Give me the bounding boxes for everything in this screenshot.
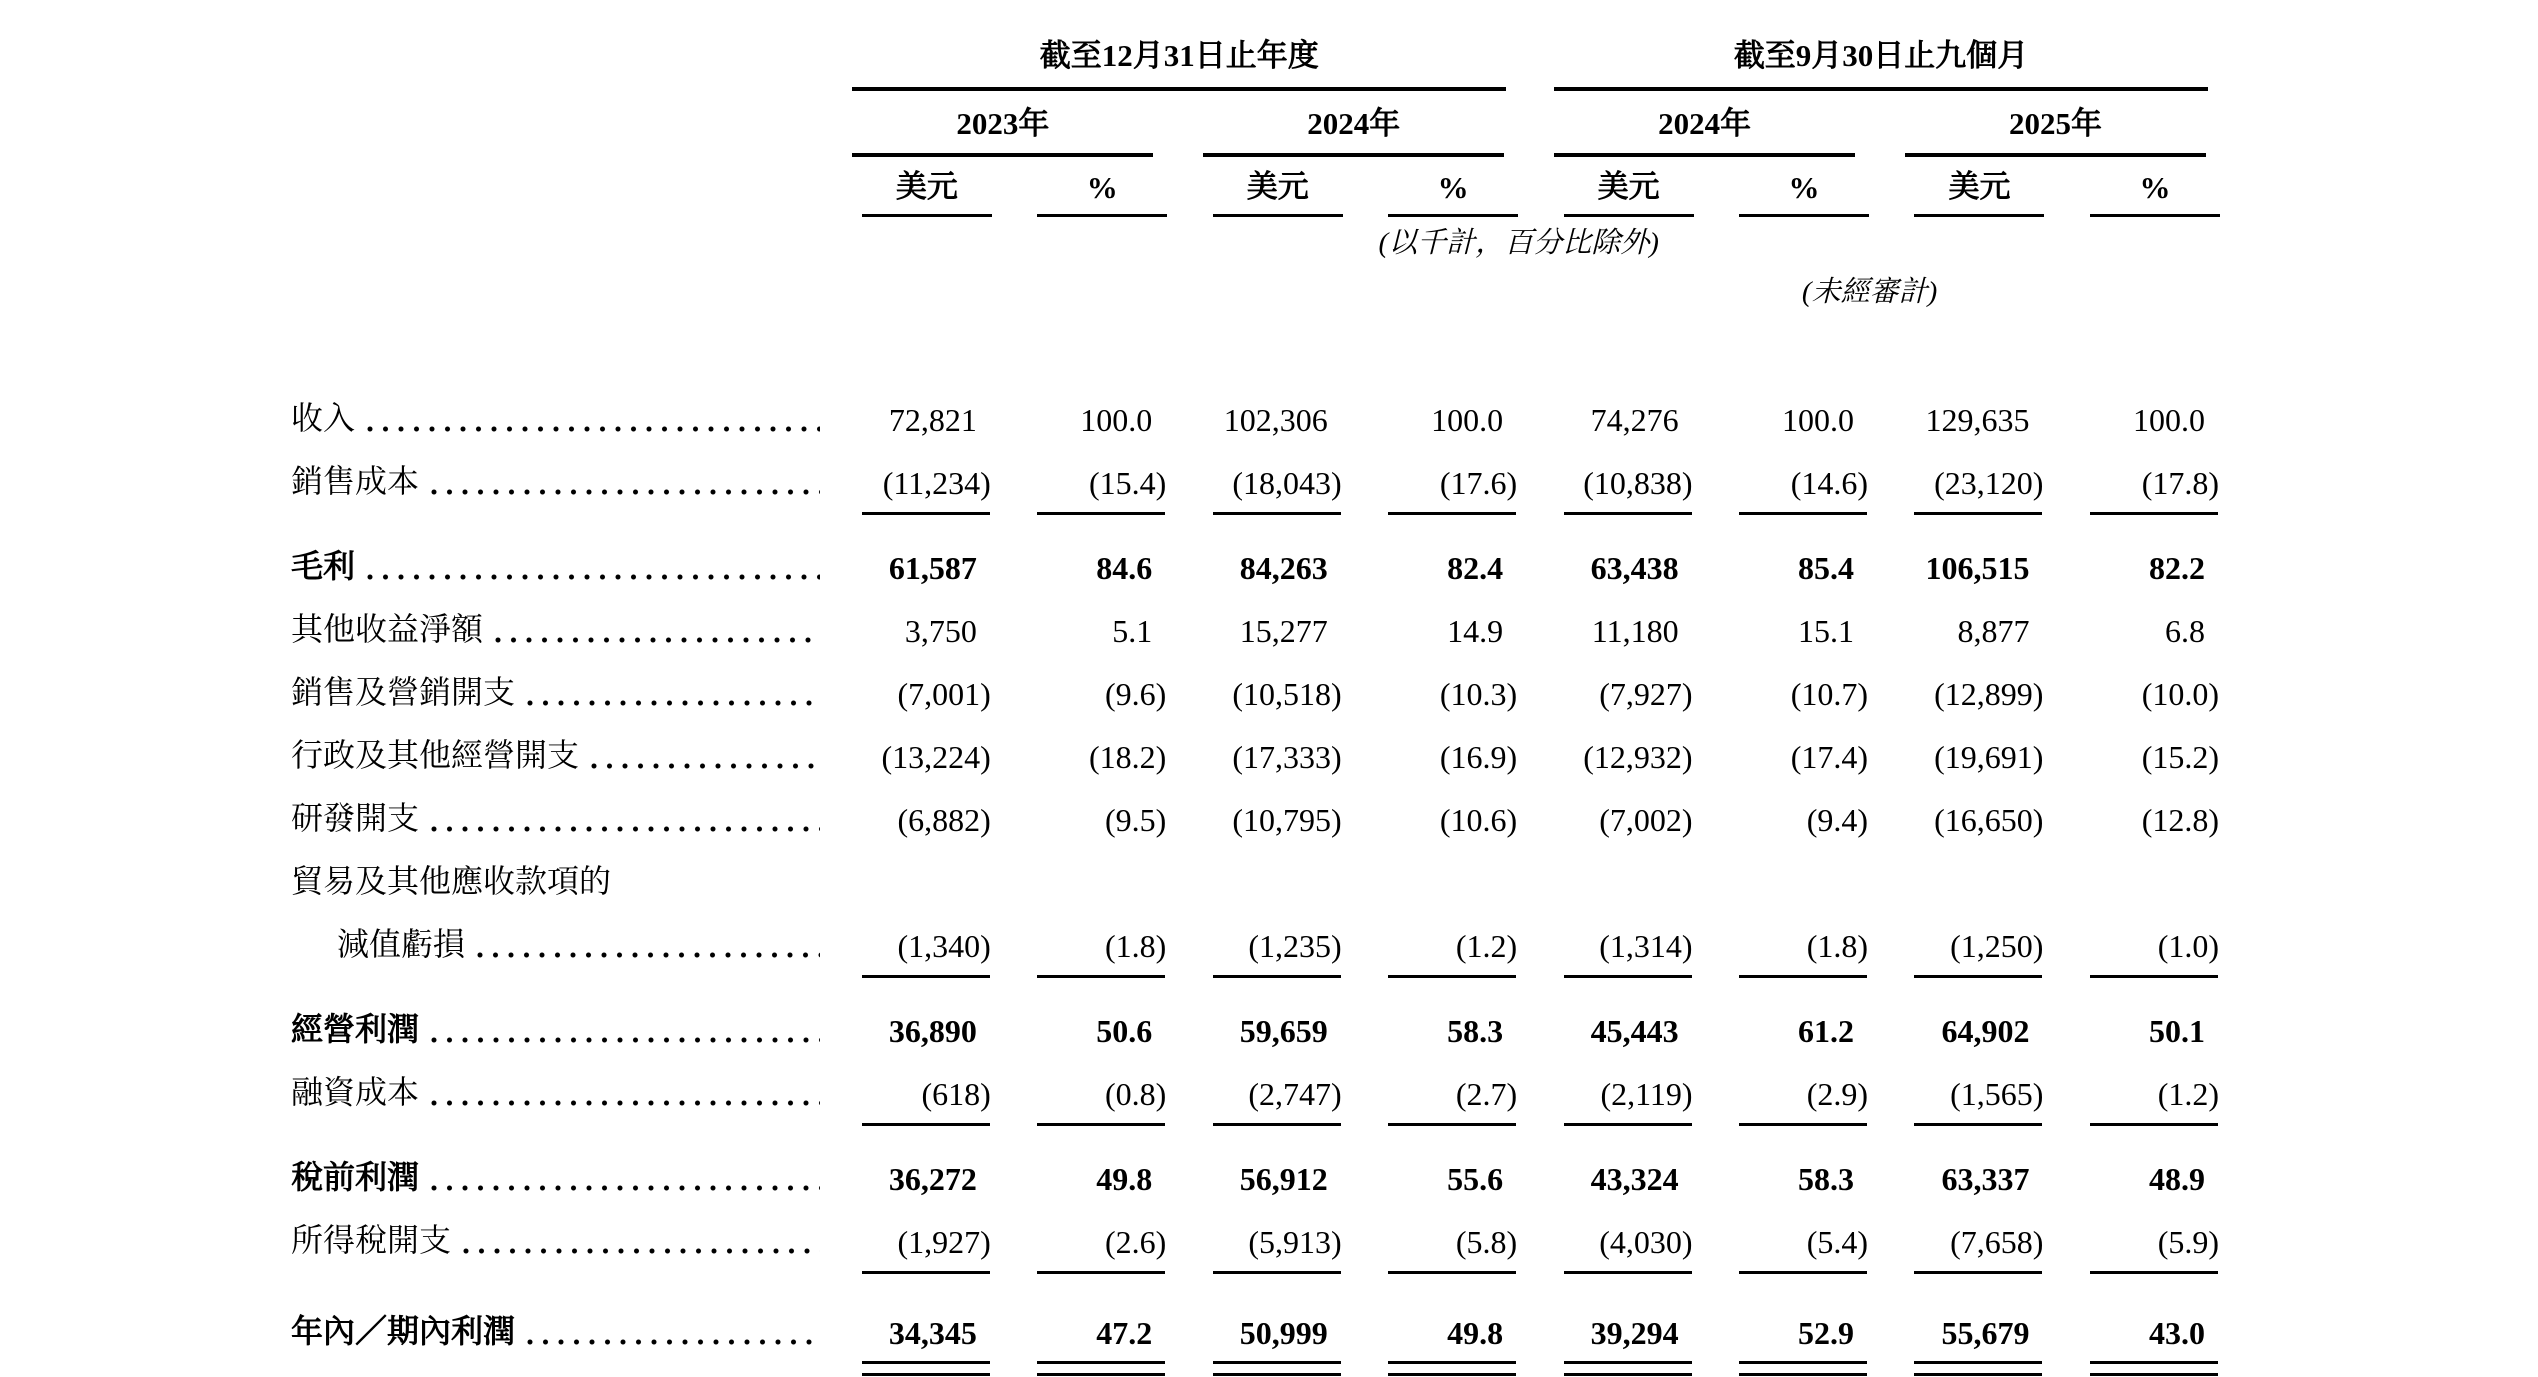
value-cell: (17.8) — [2141, 465, 2219, 501]
value-cell: 102,306 — [1223, 402, 1328, 438]
row-label: 收入 — [291, 400, 356, 436]
value-cell: 48.9 — [2149, 1161, 2205, 1197]
table-row — [290, 904, 2235, 967]
year-label: 2024年 — [1658, 106, 1752, 141]
rule-row — [290, 1115, 2235, 1133]
unit-label: 美元 — [1246, 169, 1309, 204]
value-cell: 49.8 — [1096, 1161, 1153, 1197]
unit-header-row — [290, 158, 2235, 218]
value-cell: (12,932) — [1583, 739, 1693, 775]
single-rule — [2090, 975, 2218, 978]
row-label: 銷售成本 — [291, 463, 420, 499]
row-label: 研發開支 — [291, 800, 420, 836]
value-cell: 72,821 — [888, 402, 977, 438]
table-row — [290, 715, 2235, 778]
value-cell: 63,337 — [1941, 1161, 2030, 1197]
dot-leader — [431, 826, 820, 832]
unit-header-percent — [1388, 170, 1518, 217]
value-cell: 58.3 — [1447, 1013, 1504, 1049]
scale-note: (以千計，百分比除外) — [1378, 226, 1659, 259]
period-group-year-ended — [852, 30, 1506, 91]
double-rule — [1564, 1361, 1692, 1376]
value-cell: (12.8) — [2141, 802, 2219, 838]
value-cell: (1.8) — [1806, 928, 1869, 964]
value-cell: (9.6) — [1104, 676, 1167, 712]
row-label: 經營利潤 — [291, 1011, 420, 1047]
value-cell: (19,691) — [1934, 739, 2044, 775]
dot-leader — [367, 574, 820, 580]
year-label: 2024年 — [1307, 106, 1401, 141]
value-cell: 64,902 — [1941, 1013, 2030, 1049]
value-cell: (10,518) — [1232, 676, 1342, 712]
value-cell: 47.2 — [1096, 1315, 1153, 1351]
value-cell: (4,030) — [1599, 1224, 1693, 1260]
unit-header-percent — [1739, 170, 1869, 217]
value-cell: (10,795) — [1232, 802, 1342, 838]
table-row — [290, 778, 2235, 841]
single-rule — [1213, 1271, 1341, 1274]
value-cell: 84,263 — [1239, 550, 1328, 586]
value-cell: 50.6 — [1096, 1013, 1153, 1049]
table-row — [290, 985, 2235, 1052]
value-cell: (14.6) — [1790, 465, 1869, 501]
dot-leader — [431, 1037, 820, 1043]
value-cell: (16,650) — [1934, 802, 2044, 838]
period-group-header-row — [290, 14, 2235, 92]
double-rule — [1037, 1361, 1165, 1376]
value-cell: (6,882) — [897, 802, 991, 838]
value-cell: 58.3 — [1798, 1161, 1855, 1197]
year-header-row — [290, 92, 2235, 158]
value-cell: (7,001) — [897, 676, 991, 712]
rule-row — [290, 1354, 2235, 1377]
value-cell: 61.2 — [1798, 1013, 1855, 1049]
single-rule — [862, 975, 990, 978]
unit-header-currency — [1914, 161, 2044, 217]
value-cell: (5.8) — [1455, 1224, 1518, 1260]
value-cell: 39,294 — [1590, 1315, 1679, 1351]
value-cell: 6.8 — [2165, 613, 2205, 649]
value-cell: 15.1 — [1798, 613, 1855, 649]
single-rule — [1564, 1123, 1692, 1126]
value-cell: (2.9) — [1806, 1076, 1869, 1112]
value-cell: (5.4) — [1806, 1224, 1869, 1260]
year-header-9m2024 — [1554, 98, 1855, 157]
scale-note-row — [290, 218, 2235, 262]
single-rule — [1739, 975, 1867, 978]
value-cell: 36,272 — [888, 1161, 977, 1197]
table-row — [290, 589, 2235, 652]
single-rule — [1388, 975, 1516, 978]
value-cell: (1.8) — [1104, 928, 1167, 964]
value-cell: (5.9) — [2157, 1224, 2219, 1260]
dot-leader — [367, 426, 820, 432]
value-cell: (16.9) — [1439, 739, 1518, 775]
value-cell: 49.8 — [1447, 1315, 1504, 1351]
value-cell: 74,276 — [1590, 402, 1679, 438]
row-label: 所得稅開支 — [291, 1222, 452, 1258]
value-cell: (9.5) — [1104, 802, 1167, 838]
value-cell: 50.1 — [2149, 1013, 2205, 1049]
dot-leader — [527, 1339, 820, 1345]
value-cell: 11,180 — [1591, 613, 1679, 649]
value-cell: 129,635 — [1925, 402, 2030, 438]
value-cell: 5.1 — [1112, 613, 1153, 649]
single-rule — [862, 1123, 990, 1126]
single-rule — [1739, 1123, 1867, 1126]
single-rule — [1213, 512, 1341, 515]
value-cell: (10.0) — [2141, 676, 2219, 712]
double-rule — [1914, 1361, 2042, 1376]
year-header-2024 — [1203, 98, 1504, 157]
dot-leader — [527, 700, 820, 706]
period-group-nine-months — [1554, 30, 2208, 91]
unit-header-percent — [2090, 170, 2220, 217]
value-cell: (1,565) — [1950, 1076, 2044, 1112]
table-row — [290, 1200, 2235, 1263]
value-cell: 36,890 — [888, 1013, 977, 1049]
table-row — [290, 841, 2235, 904]
single-rule — [1388, 1123, 1516, 1126]
document-page — [0, 14, 2538, 1352]
value-cell: 3,750 — [904, 613, 977, 649]
value-cell: 82.2 — [2149, 550, 2205, 586]
year-label: 2023年 — [956, 106, 1050, 141]
value-cell: 56,912 — [1239, 1161, 1328, 1197]
table-row — [290, 522, 2235, 589]
value-cell: 34,345 — [888, 1315, 977, 1351]
value-cell: 43.0 — [2149, 1315, 2205, 1351]
value-cell: (1,314) — [1599, 928, 1693, 964]
value-cell: (7,002) — [1599, 802, 1693, 838]
value-cell: (5,913) — [1248, 1224, 1342, 1260]
double-rule — [1388, 1361, 1516, 1376]
dot-leader — [431, 489, 820, 495]
value-cell: 82.4 — [1447, 550, 1504, 586]
single-rule — [1213, 975, 1341, 978]
table-row — [290, 1133, 2235, 1200]
single-rule — [1037, 1123, 1165, 1126]
single-rule — [1037, 512, 1165, 515]
single-rule — [2090, 1271, 2218, 1274]
value-cell: (17.6) — [1439, 465, 1518, 501]
value-cell: (12,899) — [1934, 676, 2044, 712]
single-rule — [1388, 1271, 1516, 1274]
single-rule — [1914, 975, 2042, 978]
value-cell: (15.2) — [2141, 739, 2219, 775]
value-cell: (7,658) — [1950, 1224, 2044, 1260]
unit-header-percent — [1037, 170, 1167, 217]
value-cell: 15,277 — [1239, 613, 1328, 649]
unit-label: 美元 — [1597, 169, 1660, 204]
rule-row — [290, 1263, 2235, 1281]
value-cell: (18,043) — [1232, 465, 1342, 501]
unaudited-note-row — [290, 262, 2235, 316]
table-row — [290, 652, 2235, 715]
single-rule — [2090, 512, 2218, 515]
period-group-title: 截至12月31日止年度 — [1039, 38, 1319, 73]
value-cell: 100.0 — [1431, 402, 1504, 438]
unaudited-note: (未經審計) — [1801, 275, 1938, 308]
rule-row — [290, 967, 2235, 985]
value-cell: (1,927) — [897, 1224, 991, 1260]
single-rule — [1914, 1123, 2042, 1126]
value-cell: (15.4) — [1088, 465, 1167, 501]
value-cell: 100.0 — [1080, 402, 1153, 438]
year-header-9m2025 — [1905, 98, 2206, 157]
row-label: 年內／期內利潤 — [291, 1313, 516, 1349]
single-rule — [862, 512, 990, 515]
single-rule — [1564, 512, 1692, 515]
dot-leader — [591, 763, 820, 769]
value-cell: (1.2) — [1455, 928, 1518, 964]
single-rule — [1739, 1271, 1867, 1274]
unit-label: 美元 — [1948, 169, 2011, 204]
dot-leader — [463, 1248, 820, 1254]
unit-header-currency — [862, 161, 992, 217]
value-cell: (18.2) — [1088, 739, 1167, 775]
value-cell: (618) — [921, 1076, 991, 1112]
period-group-title: 截至9月30日止九個月 — [1733, 38, 2029, 73]
value-cell: (2,119) — [1600, 1076, 1693, 1112]
value-cell: (1,250) — [1950, 928, 2044, 964]
value-cell: 100.0 — [2133, 402, 2205, 438]
value-cell: 61,587 — [888, 550, 977, 586]
row-label: 減值虧損 — [337, 926, 466, 962]
table-row — [290, 1052, 2235, 1115]
single-rule — [1213, 1123, 1341, 1126]
value-cell: (10.6) — [1439, 802, 1518, 838]
value-cell: (1,235) — [1248, 928, 1342, 964]
year-header-2023 — [852, 98, 1153, 157]
value-cell: (2,747) — [1248, 1076, 1342, 1112]
row-label: 毛利 — [291, 548, 356, 584]
unit-label: % — [1086, 170, 1118, 205]
single-rule — [1037, 1271, 1165, 1274]
value-cell: (10.3) — [1439, 676, 1518, 712]
unit-label: % — [1437, 170, 1469, 205]
row-label: 銷售及營銷開支 — [291, 674, 516, 710]
row-label: 融資成本 — [291, 1074, 420, 1110]
table-row — [290, 378, 2235, 441]
row-label: 其他收益淨額 — [291, 611, 484, 647]
dot-leader — [431, 1100, 820, 1106]
value-cell: (11,234) — [882, 465, 991, 501]
value-cell: 52.9 — [1798, 1315, 1855, 1351]
value-cell: (1.2) — [2157, 1076, 2219, 1112]
value-cell: (13,224) — [881, 739, 991, 775]
double-rule — [2090, 1361, 2218, 1376]
header-spacer-row — [290, 316, 2235, 378]
value-cell: 14.9 — [1447, 613, 1504, 649]
value-cell: 8,877 — [1957, 613, 2030, 649]
value-cell: (2.7) — [1455, 1076, 1518, 1112]
double-rule — [862, 1361, 990, 1376]
single-rule — [2090, 1123, 2218, 1126]
value-cell: 50,999 — [1239, 1315, 1328, 1351]
value-cell: (17,333) — [1232, 739, 1342, 775]
single-rule — [862, 1271, 990, 1274]
value-cell: 59,659 — [1239, 1013, 1328, 1049]
single-rule — [1037, 975, 1165, 978]
row-label: 貿易及其他應收款項的 — [291, 863, 612, 899]
value-cell: 55.6 — [1447, 1161, 1504, 1197]
single-rule — [1564, 1271, 1692, 1274]
value-cell: (10,838) — [1583, 465, 1693, 501]
value-cell: (7,927) — [1599, 676, 1693, 712]
table-row — [290, 1281, 2235, 1354]
value-cell: 85.4 — [1798, 550, 1855, 586]
rule-row — [290, 504, 2235, 522]
year-label: 2025年 — [2009, 106, 2102, 141]
row-label: 稅前利潤 — [291, 1159, 420, 1195]
value-cell: 63,438 — [1590, 550, 1679, 586]
single-rule — [1914, 1271, 2042, 1274]
value-cell: 45,443 — [1590, 1013, 1679, 1049]
unit-header-currency — [1564, 161, 1694, 217]
income-statement-table — [290, 14, 2235, 1377]
double-rule — [1213, 1361, 1341, 1376]
unit-header-currency — [1213, 161, 1343, 217]
value-cell: (10.7) — [1790, 676, 1869, 712]
value-cell: (1,340) — [897, 928, 991, 964]
value-cell: (1.0) — [2157, 928, 2219, 964]
unit-label: % — [1788, 170, 1820, 205]
dot-leader — [431, 1185, 820, 1191]
value-cell: (0.8) — [1104, 1076, 1167, 1112]
single-rule — [1388, 512, 1516, 515]
value-cell: 100.0 — [1782, 402, 1855, 438]
label-column-spacer — [290, 14, 831, 92]
dot-leader — [495, 637, 820, 643]
unit-label: 美元 — [895, 169, 958, 204]
value-cell: (23,120) — [1934, 465, 2044, 501]
single-rule — [1914, 512, 2042, 515]
table-row — [290, 441, 2235, 504]
value-cell: (17.4) — [1790, 739, 1869, 775]
value-cell: 106,515 — [1925, 550, 2030, 586]
value-cell: 43,324 — [1590, 1161, 1679, 1197]
value-cell: (2.6) — [1104, 1224, 1167, 1260]
double-rule — [1739, 1361, 1867, 1376]
value-cell: (9.4) — [1806, 802, 1869, 838]
unit-label: % — [2139, 170, 2171, 205]
single-rule — [1564, 975, 1692, 978]
value-cell: 84.6 — [1096, 550, 1153, 586]
dot-leader — [477, 952, 820, 958]
row-label: 行政及其他經營開支 — [291, 737, 580, 773]
value-cell: 55,679 — [1941, 1315, 2030, 1351]
single-rule — [1739, 512, 1867, 515]
